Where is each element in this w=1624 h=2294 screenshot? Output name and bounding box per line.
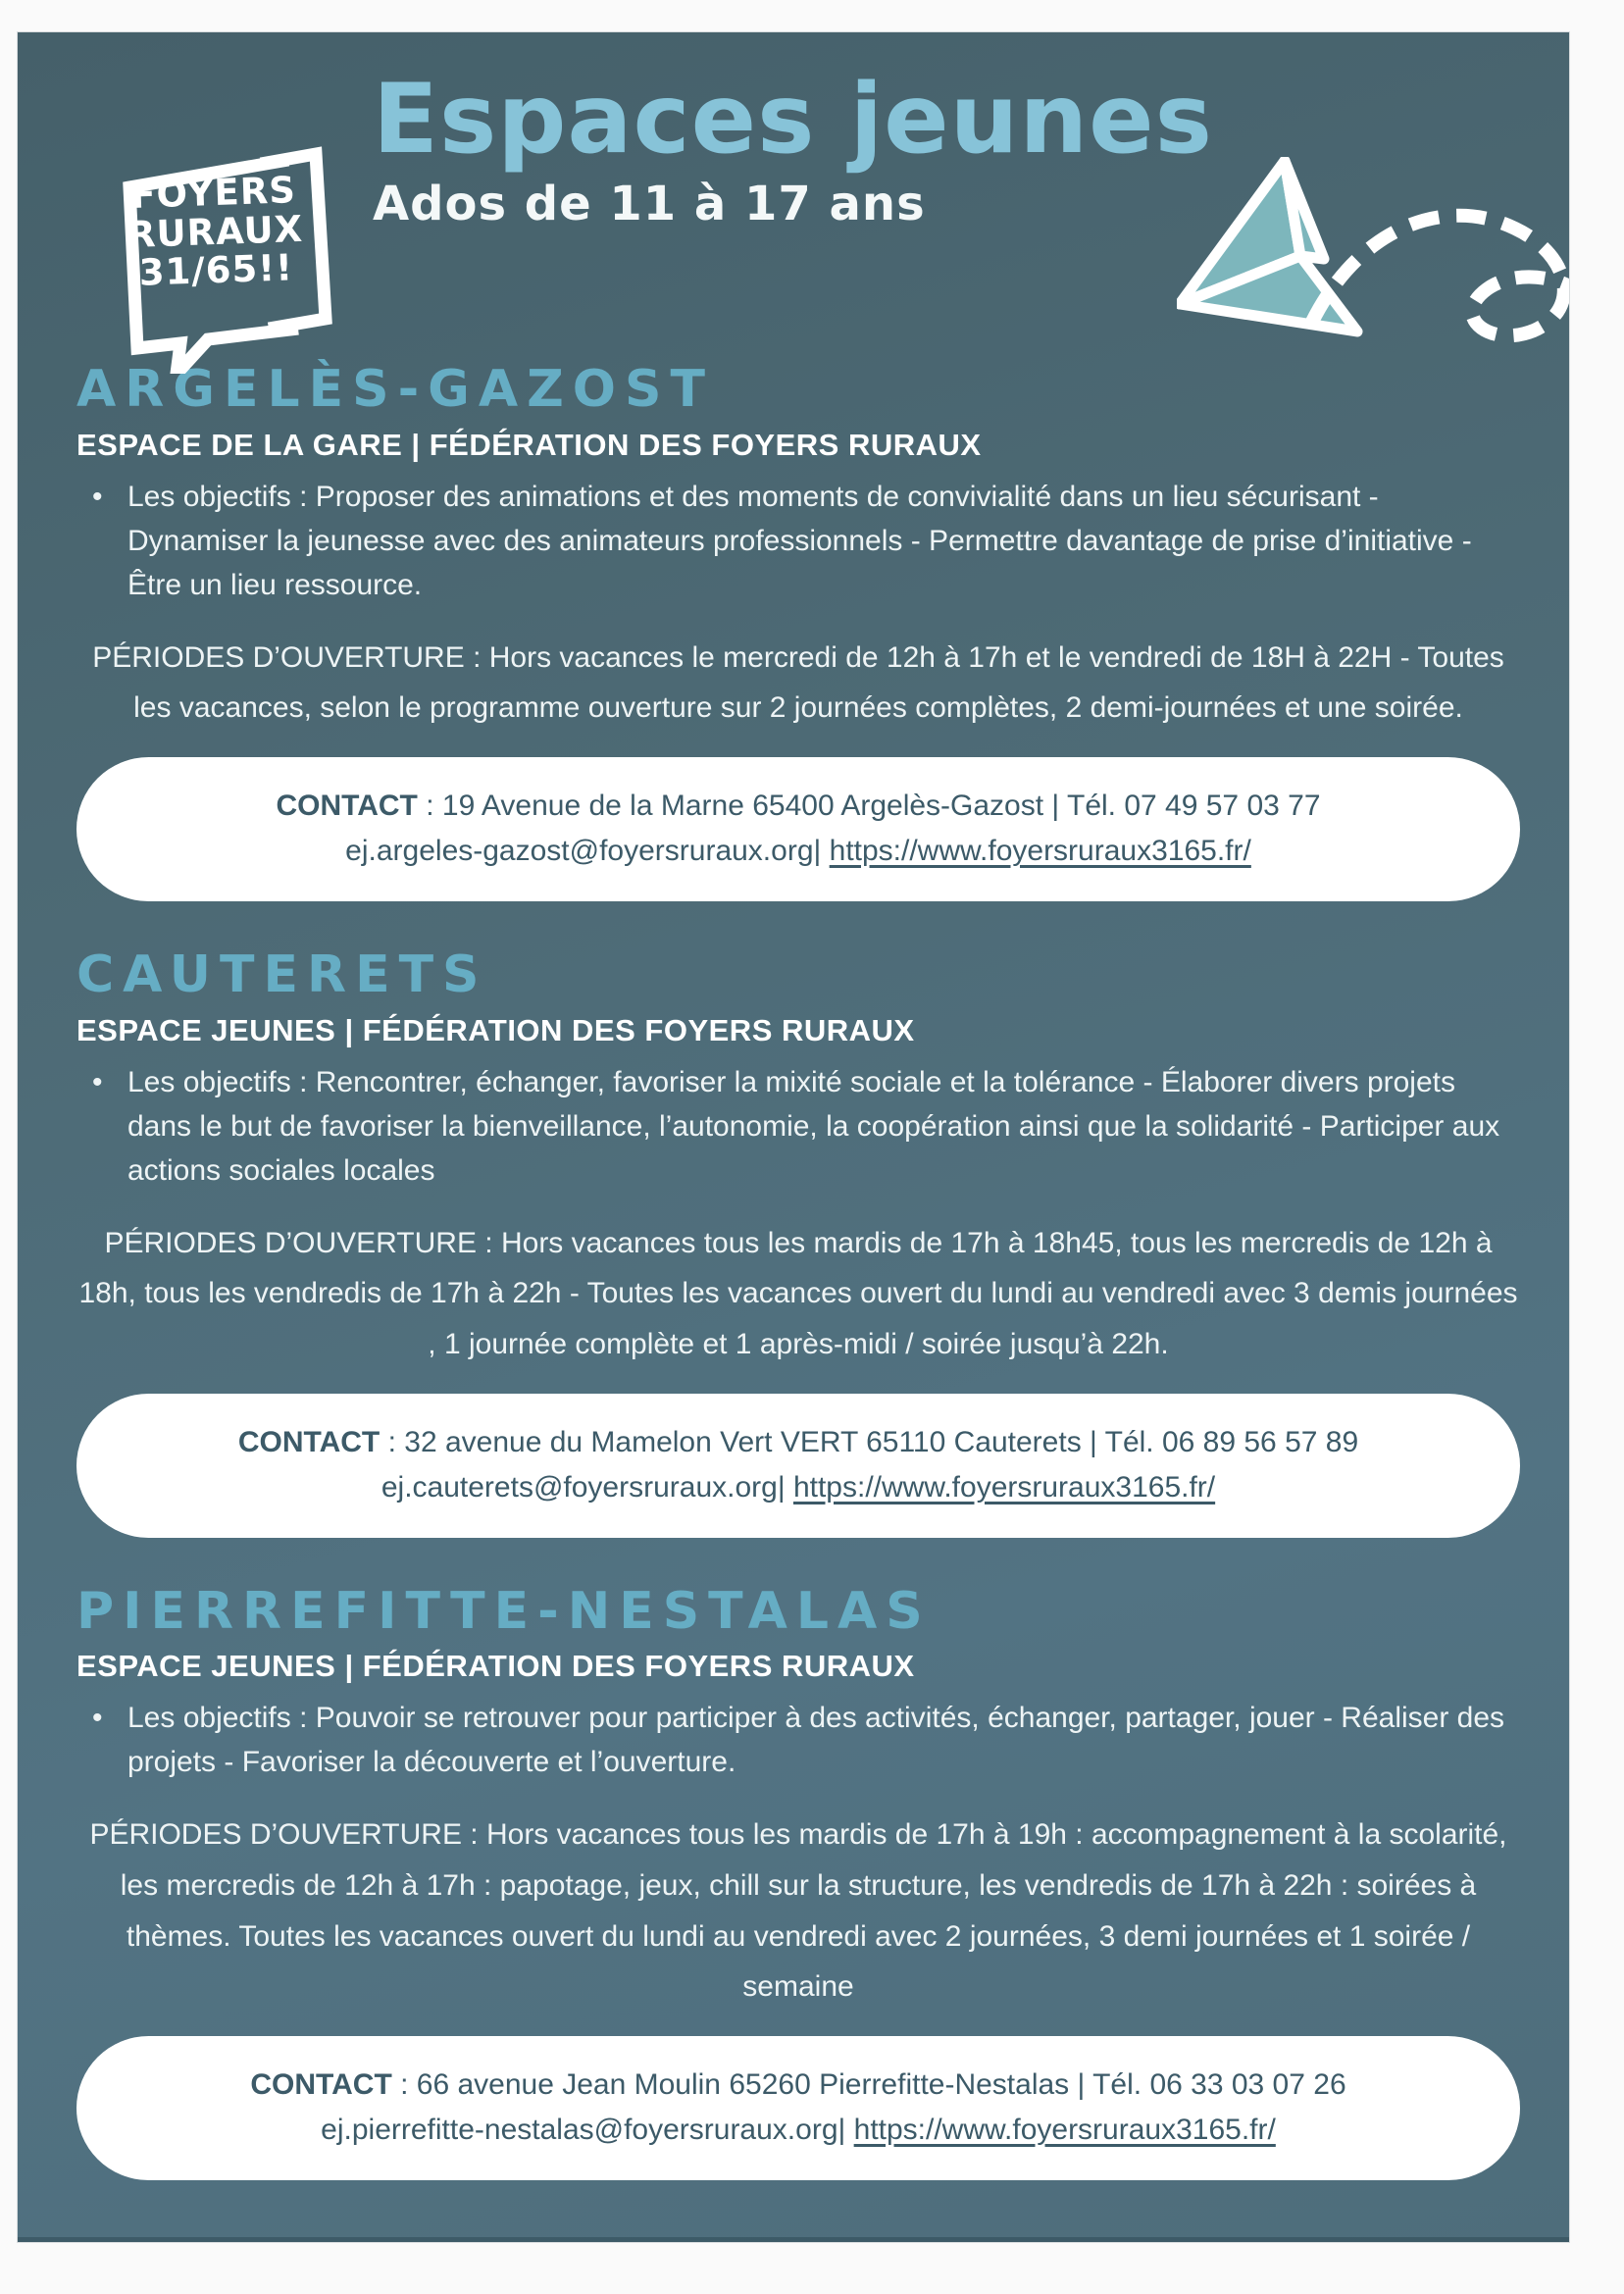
section-cauterets [76,944,1520,1538]
title-block [373,64,1213,231]
dashed-trail-icon [1304,160,1569,387]
foyers-ruraux-logo [94,123,345,374]
section-heading: CAUTERETS [76,944,488,1004]
objectives-text: • Les objectifs : Proposer des animations et des moments de convivialité dans un lieu sécurisant - Dynamiser la jeunesse avec des animateurs professionnels - Permettre davantage de prise d’initiative - Être un lieu ressource. [127,475,1510,607]
contact-label: CONTACT [250,2067,392,2101]
logo-line3: 31/65!! [138,246,294,294]
contact-address: : 19 Avenue de la Marne 65400 Argelès-Gazost | Tél. 07 49 57 03 77 [417,789,1321,822]
poster-page [18,32,1569,2242]
objectives-text: • Les objectifs : Pouvoir se retrouver pour participer à des activités, échanger, partager, jouer - Réaliser des projets - Favoriser la découverte et l’ouverture. [127,1696,1510,1784]
objectives-text: • Les objectifs : Rencontrer, échanger, favoriser la mixité sociale et la tolérance - Élaborer divers projets dans le but de favoriser la bienveillance, l’autonomie, la coopération ainsi que la solidarité - Participer aux actions sociales locales [127,1060,1510,1193]
objectives-list [76,1696,1520,1784]
contact-card [76,1394,1520,1538]
logo-text [126,171,304,293]
contact-email: ej.argeles-gazost@foyersruraux.org| [345,835,830,868]
opening-hours-text: PÉRIODES D’OUVERTURE : Hors vacances le mercredi de 12h à 17h et le vendredi de 18H à 22H - Toutes les vacances, selon le programme ouverture sur 2 journées complètes, 2 demi-journées et une soirée. [92,640,1504,725]
contact-email: ej.cauterets@foyersruraux.org| [381,1471,793,1504]
section-argeles-gazost [76,360,1520,901]
page-subtitle: Ados de 11 à 17 ans [373,176,926,231]
objectives-list [76,475,1520,607]
contact-label: CONTACT [276,789,418,822]
section-pierrefitte-nestalas [76,1581,1520,2180]
contact-card [76,757,1520,901]
opening-hours-text: PÉRIODES D’OUVERTURE : Hors vacances tous les mardis de 17h à 19h : accompagnement à la scolarité, les mercredis de 12h à 17h : papotage, jeux, chill sur la structure, les vendredis de 17h à 22h : soirées à thèmes. Toutes les vacances ouvert du lundi au vendredi avec 2 journées, 3 demi journées et 1 soirée / semaine [89,1818,1507,2004]
poster-header [18,32,1569,363]
contact-address: : 66 avenue Jean Moulin 65260 Pierrefitte-Nestalas | Tél. 06 33 03 07 26 [391,2067,1346,2101]
section-subheading: ESPACE JEUNES | FÉDÉRATION DES FOYERS RURAUX [76,1649,915,1684]
poster-content [18,360,1569,2180]
section-subheading: ESPACE DE LA GARE | FÉDÉRATION DES FOYERS RURAUX [76,427,982,462]
contact-label: CONTACT [237,1425,381,1458]
contact-email: ej.pierrefitte-nestalas@foyersruraux.org| [321,2114,854,2147]
contact-url: https://www.foyersruraux3165.fr/ [792,1471,1216,1504]
page-title: Espaces jeunes [373,64,1213,176]
contact-url: https://www.foyersruraux3165.fr/ [829,835,1251,868]
opening-hours-text: PÉRIODES D’OUVERTURE : Hors vacances tous les mardis de 17h à 18h45, tous les mercredis de 12h à 18h, tous les vendredis de 17h à 22h - Toutes les vacances ouvert du lundi au vendredi avec 3 demis journées , 1 journée complète et 1 après-midi / soirée jusqu’à 22h. [78,1226,1518,1360]
objectives-list [76,1060,1520,1193]
logo-line2: RURAUX [127,207,304,256]
logo-line1: FOYERS [129,169,297,217]
contact-url: https://www.foyersruraux3165.fr/ [853,2114,1276,2147]
section-heading: ARGELÈS-GAZOST [76,360,714,419]
section-subheading: ESPACE JEUNES | FÉDÉRATION DES FOYERS RURAUX [76,1012,915,1047]
contact-address: : 32 avenue du Mamelon Vert VERT 65110 Cauterets | Tél. 06 89 56 57 89 [380,1425,1359,1458]
contact-card [76,2036,1520,2180]
section-heading: PIERREFITTE-NESTALAS [76,1581,932,1641]
